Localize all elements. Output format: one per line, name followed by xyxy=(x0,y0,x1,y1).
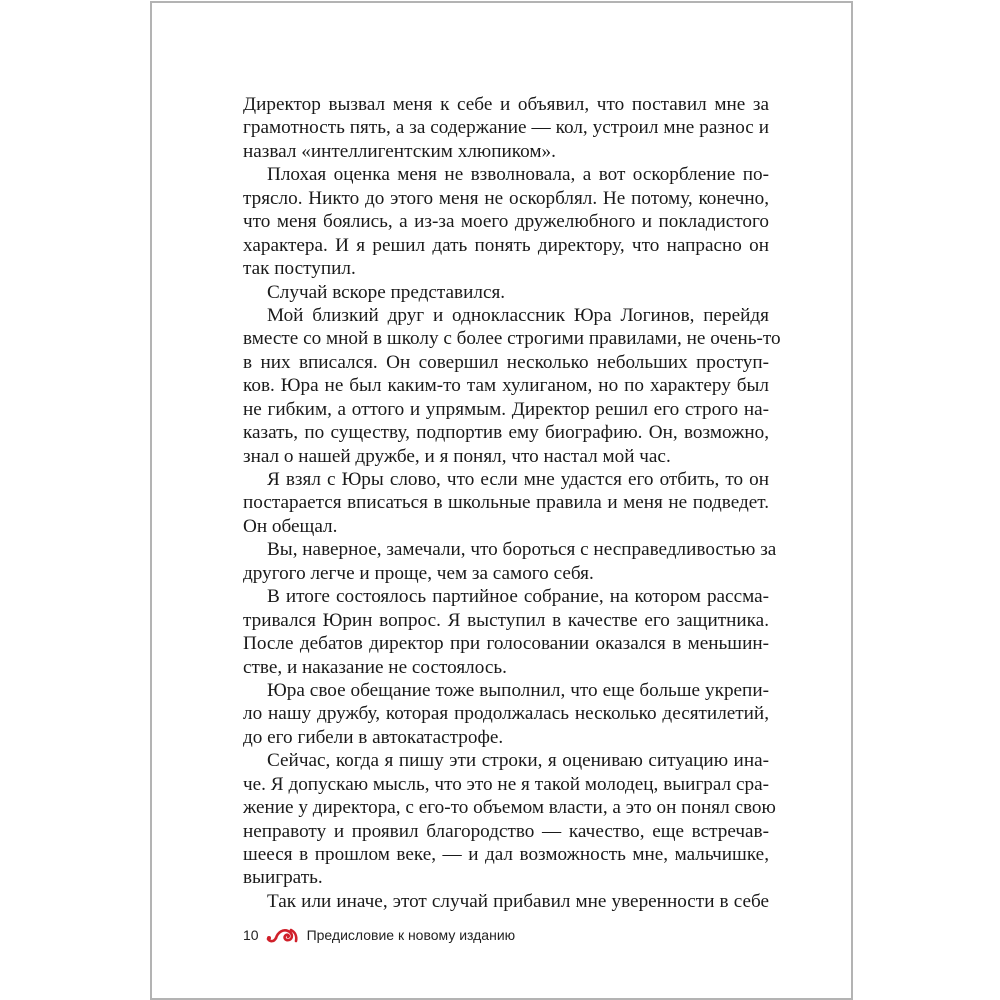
paragraph xyxy=(243,538,777,585)
paragraph xyxy=(243,304,781,468)
paragraph xyxy=(243,468,769,538)
text-line: Мой близкий друг и одноклассник Юра Логинов, перейдя xyxy=(267,304,769,326)
paragraph xyxy=(243,679,769,749)
text-line: После дебатов директор при голосовании оказался в меньшин- xyxy=(243,633,769,655)
text-line: Вы, наверное, замечали, что бороться с несправедливостью за xyxy=(267,539,777,561)
text-line: постарается вписаться в школьные правила и меня не подведет. xyxy=(243,492,769,514)
paragraph xyxy=(243,890,769,913)
book-page xyxy=(150,1,853,1000)
text-line: жение у директора, с его-то объемом власти, а это он понял свою xyxy=(243,797,776,819)
text-line: грамотность пять, а за содержание — кол, устроил мне разнос и xyxy=(243,117,769,139)
spiral-ornament-icon xyxy=(265,926,299,944)
page-footer xyxy=(243,924,515,946)
body-text xyxy=(243,93,781,913)
text-line: Юра свое обещание тоже выполнил, что еще больше укрепи- xyxy=(267,679,769,701)
running-section-title: Предисловие к новому изданию xyxy=(306,927,516,943)
text-line: шееся в прошлом веке, — и дал возможность мне, мальчишке, xyxy=(243,844,769,865)
text-line: Сейчас, когда я пишу эти строки, я оцениваю ситуацию ина- xyxy=(267,750,769,772)
page-number: 10 xyxy=(243,927,259,943)
text-line: назвал «интеллигентским хлюпиком». xyxy=(243,140,556,162)
text-line: казать, по существу, подпортив ему биографию. Он, возможно, xyxy=(243,422,769,444)
text-line: Он обещал. xyxy=(243,515,338,537)
text-line: Я взял с Юры слово, что если мне удастся его отбить, то он xyxy=(267,469,769,490)
text-line: выиграть. xyxy=(243,867,323,889)
text-line: знал о нашей дружбе, и я понял, что настал мой час. xyxy=(243,445,671,467)
text-line: Случай вскоре представился. xyxy=(267,281,506,303)
text-line: трясло. Никто до этого меня не оскорблял. Не потому, конечно, xyxy=(243,187,769,209)
text-line: вместе со мной в школу с более строгими правилами, не очень-то xyxy=(243,328,781,350)
text-line: неправоту и проявил благородство — качество, еще встречав- xyxy=(243,820,769,842)
text-line: че. Я допускаю мысль, что это не я такой молодец, выиграл сра- xyxy=(243,773,769,795)
text-line: стве, и наказание не состоялось. xyxy=(243,656,507,678)
text-line: тривался Юрин вопрос. Я выступил в качестве его защитника. xyxy=(243,609,769,631)
paragraph xyxy=(243,749,776,890)
text-line: ков. Юра не был каким-то там хулиганом, но по характеру был xyxy=(243,375,769,397)
text-line: другого легче и проще, чем за самого себя. xyxy=(243,562,594,584)
text-line: что меня боялись, а из-за моего дружелюбного и покладистого xyxy=(243,211,769,233)
paragraph xyxy=(243,585,769,679)
text-line: до его гибели в автокатастрофе. xyxy=(243,726,504,748)
text-line: Так или иначе, этот случай прибавил мне уверенности в себе xyxy=(267,890,769,912)
text-line: ло нашу дружбу, которая продолжалась несколько десятилетий, xyxy=(243,703,769,725)
text-line: Директор вызвал меня к себе и объявил, что поставил мне за xyxy=(243,94,769,115)
paragraph xyxy=(243,163,769,280)
text-line: так поступил. xyxy=(243,258,356,280)
paragraph xyxy=(243,93,769,163)
text-line: В итоге состоялось партийное собрание, на котором рассма- xyxy=(267,586,769,608)
text-line: не гибким, а оттого и упрямым. Директор решил его строго на- xyxy=(243,398,769,420)
text-line: в них вписался. Он совершил несколько небольших проступ- xyxy=(243,351,769,373)
text-line: характера. И я решил дать понять директору, что напрасно он xyxy=(243,234,769,256)
text-line: Плохая оценка меня не взволновала, а вот оскорбление по- xyxy=(267,164,769,186)
paragraph xyxy=(243,281,769,304)
